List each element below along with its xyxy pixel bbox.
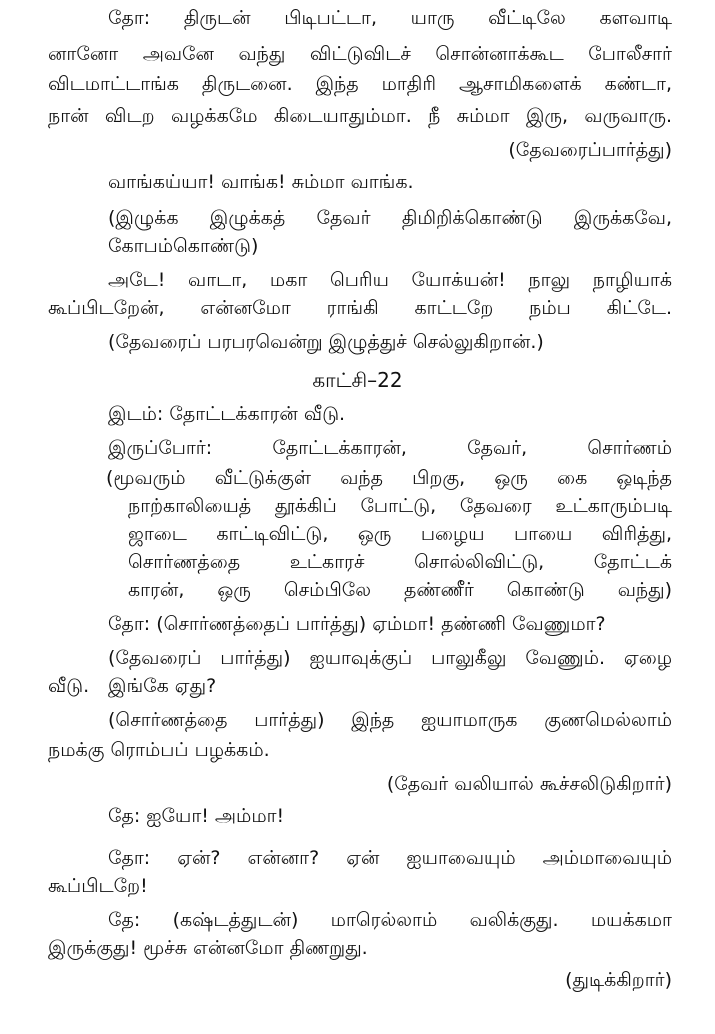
- stage-direction: கோபம்கொண்டு): [108, 235, 259, 257]
- stage-direction: (இழுக்க இழுக்கத் தேவர் திமிறிக்கொண்டு இருக்கவே,: [108, 207, 672, 229]
- stage-direction: சொர்ணத்தை உட்காரச் சொல்லிவிட்டு, தோட்டக்: [128, 551, 672, 573]
- stage-direction: காரன், ஒரு செம்பிலே தண்ணீர் கொண்டு வந்து): [128, 579, 672, 601]
- dialogue-line: நமக்கு ரொம்பப் பழக்கம்.: [48, 739, 270, 761]
- dialogue-line: கூப்பிடறேன், என்னமோ ராங்கி காட்டறே நம்ப கிட்டே.: [48, 297, 672, 319]
- dialogue-line: அடே! வாடா, மகா பெரிய யோக்யன்! நாலு நாழியாக்: [108, 269, 672, 291]
- scene-location: இடம்: தோட்டக்காரன் வீடு.: [108, 403, 346, 425]
- dialogue-line: (தேவரைப் பார்த்து) ஐயாவுக்குப் பாலுகீலு வேணும். ஏழை: [108, 647, 672, 669]
- stage-direction: (தேவரைப் பரபரவென்று இழுத்துச் செல்லுகிறான்.): [108, 331, 544, 353]
- stage-direction: (தேவரைப்பார்த்து): [508, 139, 672, 161]
- dialogue-line: வாங்கய்யா! வாங்க! சும்மா வாங்க.: [108, 171, 414, 193]
- dialogue-line: (சொர்ணத்தை பார்த்து) இந்த ஐயாமாருக குணமெல்லாம்: [108, 709, 672, 731]
- stage-direction: (துடிக்கிறார்): [565, 969, 672, 991]
- dialogue-line: நான் விடற வழக்கமே கிடையாதும்மா. நீ சும்மா இரு, வருவாரு.: [48, 105, 672, 127]
- dialogue-line: தோ: (சொர்ணத்தைப் பார்த்து) ஏம்மா! தண்ணி வேணுமா?: [108, 613, 606, 635]
- stage-direction: (தேவர் வலியால் கூச்சலிடுகிறார்): [386, 773, 672, 795]
- stage-direction: நாற்காலியைத் தூக்கிப் போட்டு, தேவரை உட்காரும்படி: [128, 495, 672, 517]
- stage-direction: (மூவரும் வீட்டுக்குள் வந்த பிறகு, ஒரு கை ஒடிந்த: [106, 467, 672, 489]
- dialogue-line: னானோ அவனே வந்து விட்டுவிடச் சொன்னாக்கூட போலீசார்: [48, 43, 672, 65]
- margin-word: வீடு.: [48, 675, 90, 697]
- dialogue-line: இங்கே ஏது?: [108, 675, 217, 697]
- scene-heading: காட்சி–22: [312, 368, 403, 392]
- dialogue-line: தோ: ஏன்? என்னா? ஏன் ஐயாவையும் அம்மாவையும்: [108, 847, 672, 869]
- scene-characters: இருப்போர்: தோட்டக்காரன், தேவர், சொர்ணம்: [108, 437, 672, 459]
- dialogue-line: தோ: திருடன் பிடிபட்டா, யாரு வீட்டிலே களவாடி: [108, 7, 672, 29]
- dialogue-line: விடமாட்டாங்க திருடனை. இந்த மாதிரி ஆசாமிகளைக் கண்டா,: [48, 73, 672, 95]
- stage-direction: ஜாடை காட்டிவிட்டு, ஒரு பழைய பாயை விரித்து,: [128, 523, 672, 545]
- dialogue-line: இருக்குது! மூச்சு என்னமோ திணறுது.: [48, 937, 368, 959]
- dialogue-line: தே: (கஷ்டத்துடன்) மாரெல்லாம் வலிக்குது. மயக்கமா: [108, 909, 672, 931]
- dialogue-line: கூப்பிடறே!: [48, 875, 148, 897]
- dialogue-line: தே: ஐயோ! அம்மா!: [108, 805, 285, 827]
